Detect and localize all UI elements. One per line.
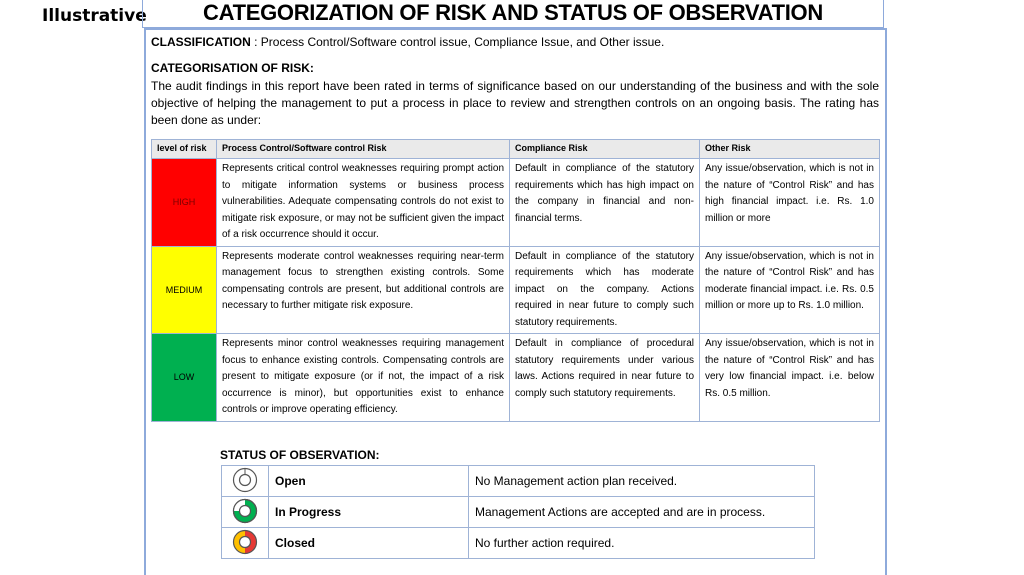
status-desc-in-progress: Management Actions are accepted and are in process. bbox=[469, 497, 815, 528]
status-heading: STATUS OF OBSERVATION: bbox=[220, 448, 380, 462]
header-compliance-risk: Compliance Risk bbox=[510, 140, 700, 159]
status-label-in-progress: In Progress bbox=[269, 497, 469, 528]
page-title: CATEGORIZATION OF RISK AND STATUS OF OBSERVATION bbox=[203, 0, 823, 25]
risk-row-medium bbox=[152, 246, 880, 334]
process-risk-high: Represents critical control weaknesses requiring prompt action to mitigate information systems or business process vulnerabilities. Adequate compensating controls do not exist to mitigate risk exposure, or may not be sufficient given the impact of a risk occurrence should it occur. bbox=[217, 159, 510, 247]
open-status-icon bbox=[232, 467, 258, 493]
compliance-risk-high: Default in compliance of the statutory requirements which has high impact on the company in financial and non-financial terms. bbox=[510, 159, 700, 247]
risk-level-medium: MEDIUM bbox=[152, 246, 217, 334]
header-process-control-risk: Process Control/Software control Risk bbox=[217, 140, 510, 159]
classification-text: : Process Control/Software control issue, Compliance Issue, and Other issue. bbox=[250, 35, 665, 49]
compliance-risk-low: Default in compliance of procedural statutory requirements under various laws. Actions required in near future to comply such statutory requirements. bbox=[510, 334, 700, 422]
status-label-open: Open bbox=[269, 466, 469, 497]
status-row-in-progress bbox=[222, 497, 815, 528]
risk-level-high: HIGH bbox=[152, 159, 217, 247]
status-row-closed bbox=[222, 528, 815, 559]
risk-level-low: LOW bbox=[152, 334, 217, 422]
status-desc-open: No Management action plan received. bbox=[469, 466, 815, 497]
status-table bbox=[221, 465, 815, 559]
categorisation-heading: CATEGORISATION OF RISK: bbox=[151, 61, 314, 75]
in-progress-status-icon bbox=[232, 498, 258, 524]
risk-row-high bbox=[152, 159, 880, 247]
header-level-of-risk: level of risk bbox=[152, 140, 217, 159]
closed-status-icon bbox=[232, 529, 258, 555]
other-risk-medium: Any issue/observation, which is not in the nature of “Control Risk” and has moderate financial impact. i.e. Rs. 0.5 million or more up to Rs. 1.0 million. bbox=[700, 246, 880, 334]
other-risk-high: Any issue/observation, which is not in the nature of “Control Risk” and has high financial impact. i.e. Rs. 1.0 million or more bbox=[700, 159, 880, 247]
other-risk-low: Any issue/observation, which is not in the nature of “Control Risk” and has very low financial impact. i.e. below Rs. 0.5 million. bbox=[700, 334, 880, 422]
status-desc-closed: No further action required. bbox=[469, 528, 815, 559]
risk-row-low bbox=[152, 334, 880, 422]
title-box bbox=[142, 0, 884, 28]
illustrative-tag: Illustrative bbox=[42, 6, 147, 26]
header-other-risk: Other Risk bbox=[700, 140, 880, 159]
classification-label: CLASSIFICATION bbox=[151, 35, 251, 49]
compliance-risk-medium: Default in compliance of the statutory requirements which has moderate impact on the company. Actions required in near future to comply such statutory requirements. bbox=[510, 246, 700, 334]
status-label-closed: Closed bbox=[269, 528, 469, 559]
risk-table bbox=[151, 139, 880, 422]
process-risk-medium: Represents moderate control weaknesses requiring near-term management focus to strengthen existing controls. Some compensating controls are present, but additional controls are necessary to further mitigate risk exposure. bbox=[217, 246, 510, 334]
classification-line bbox=[151, 35, 881, 49]
status-row-open bbox=[222, 466, 815, 497]
categorisation-text: The audit findings in this report have been rated in terms of significance based on our understanding of the business and with the sole objective of helping the management to put a process in place to review and strengthen controls on an ongoing basis. The rating has been done as under: bbox=[151, 79, 879, 127]
process-risk-low: Represents minor control weaknesses requiring management focus to enhance existing controls. Compensating controls are present to mitigate exposure (or if not, the impact of a risk occurrence is minor), but opportunities exist to enhance controls or improve operating efficiency. bbox=[217, 334, 510, 422]
risk-table-header bbox=[152, 140, 880, 159]
